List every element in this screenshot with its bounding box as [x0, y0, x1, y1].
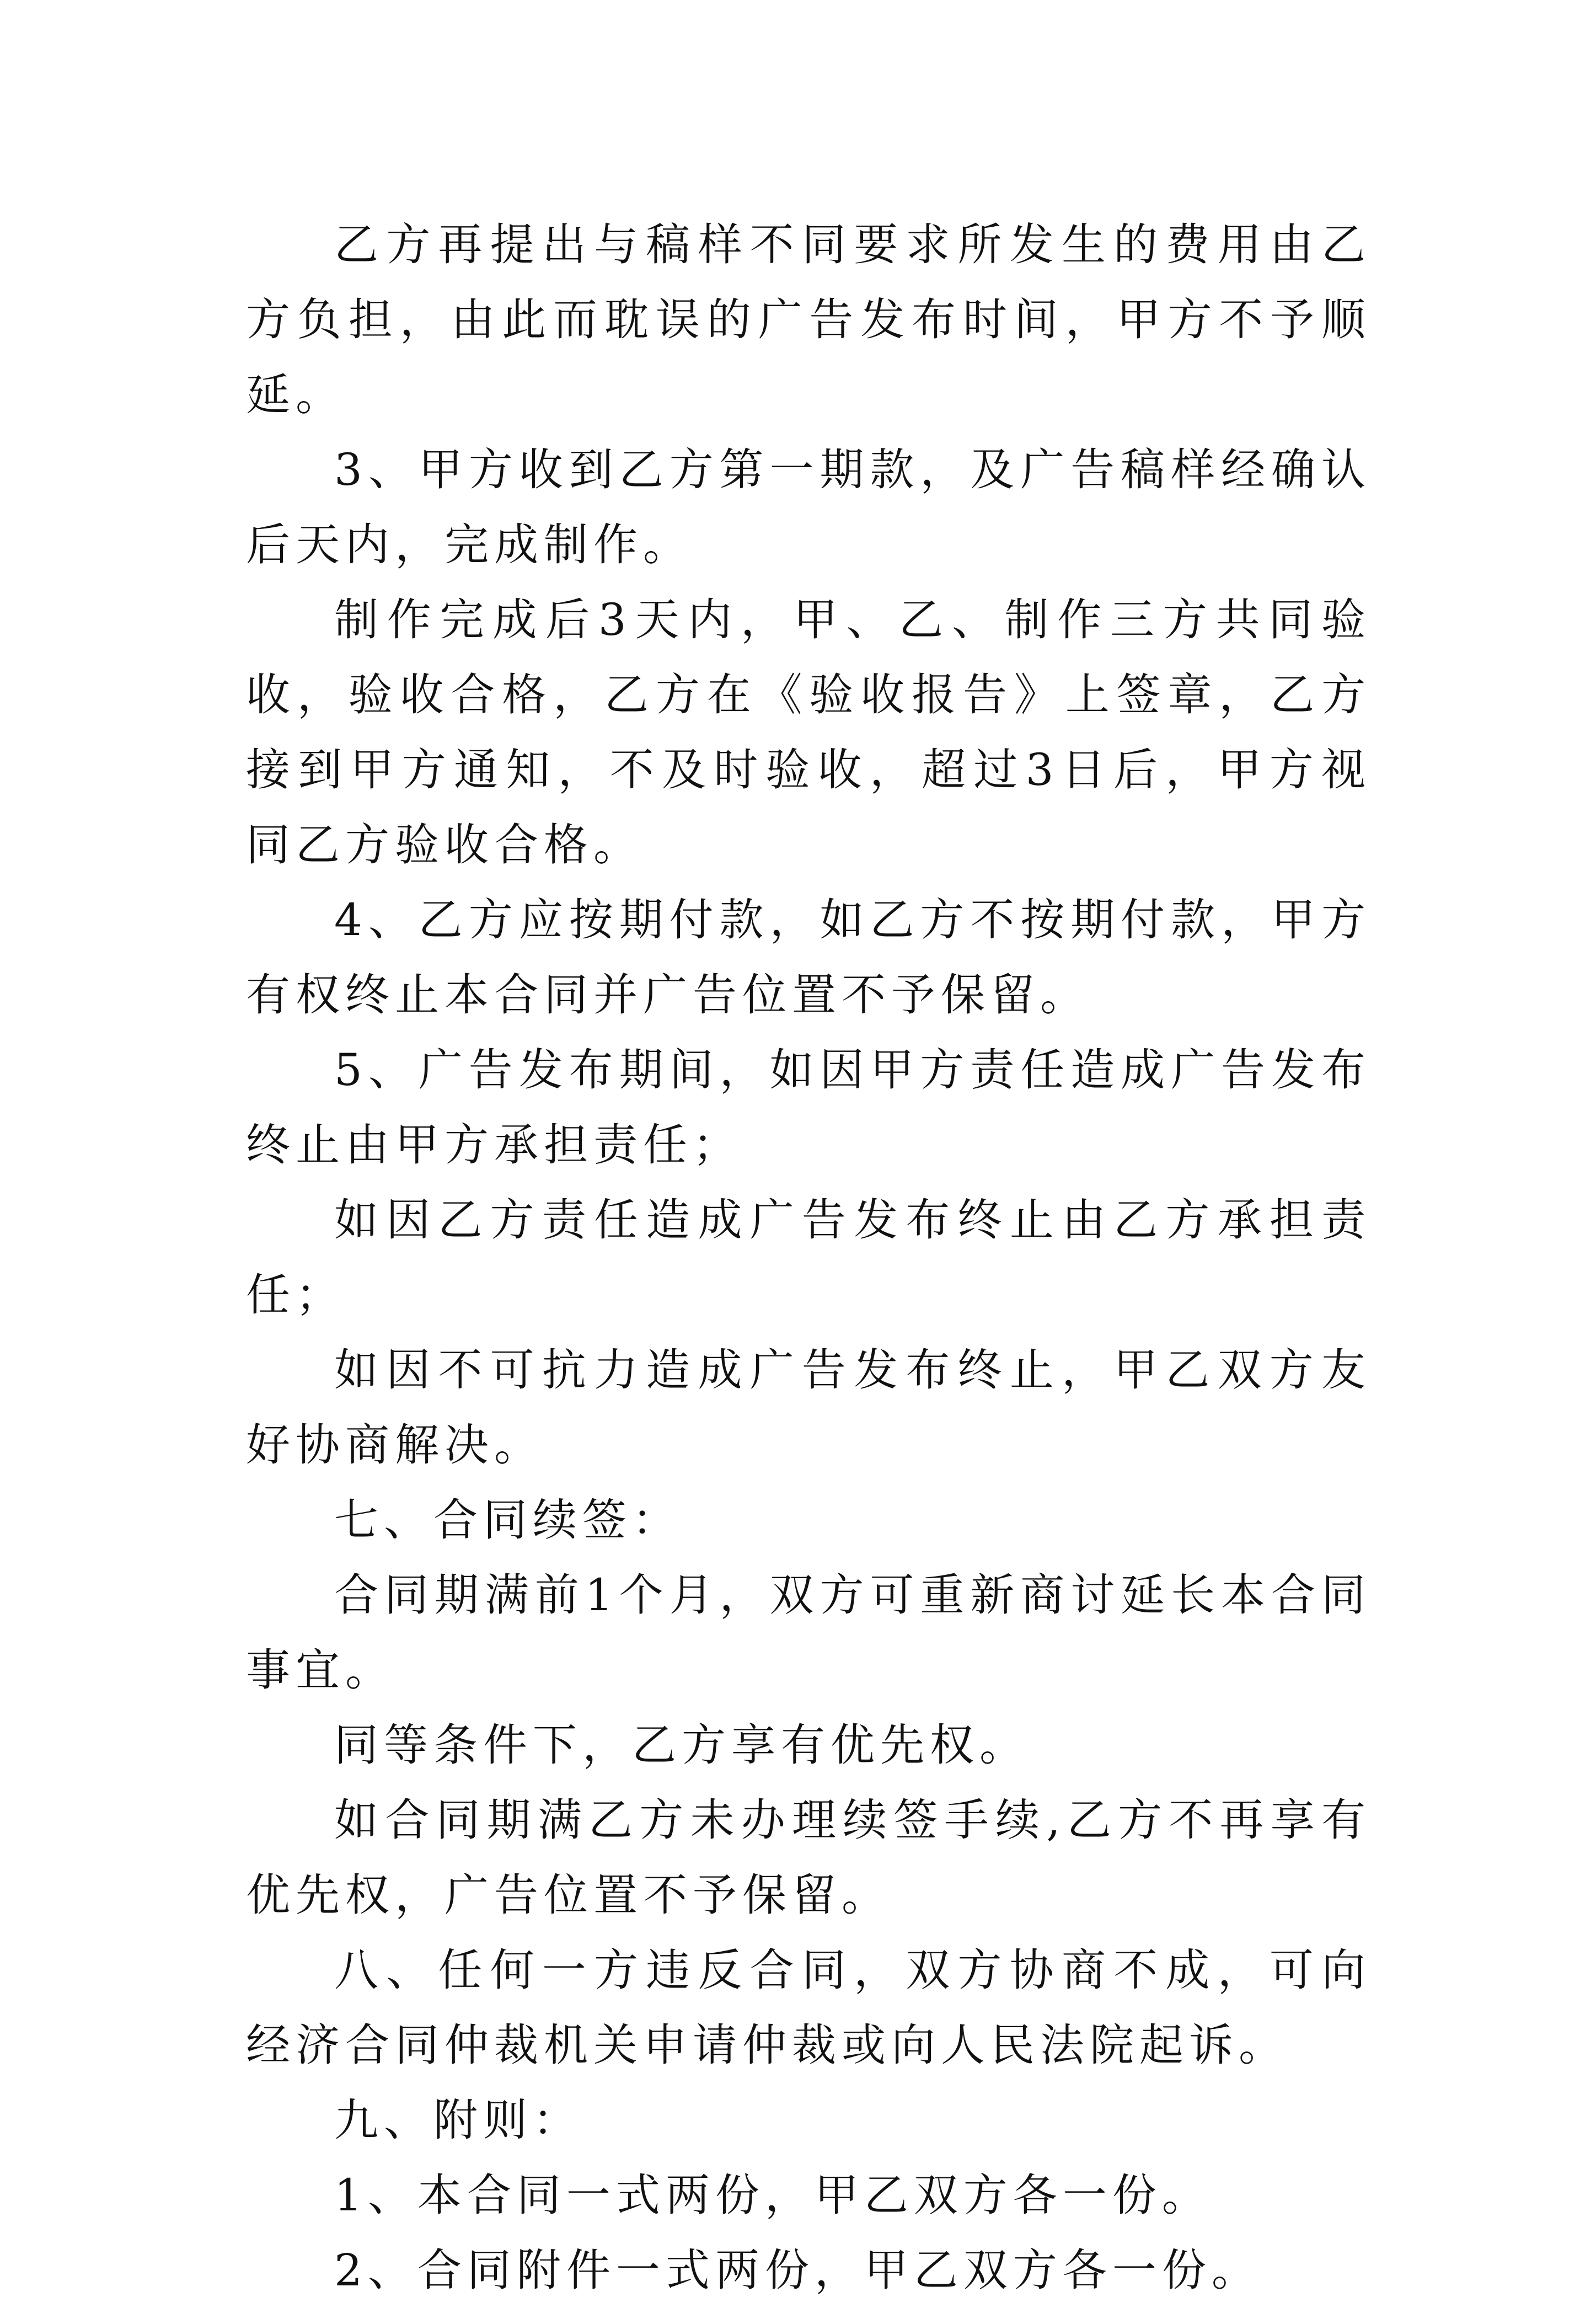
section-heading: 七、合同续签：	[334, 1494, 682, 1546]
paragraph: 2、合同附件一式两份，甲乙双方各一份。	[334, 2245, 1261, 2296]
paragraph: 如因乙方责任造成广告发布终止由乙方承担责任；	[246, 1194, 1371, 1321]
paragraph: 1、本合同一式两份，甲乙双方各一份。	[334, 2170, 1212, 2221]
paragraph: 如因不可抗力造成广告发布终止，甲乙双方友好协商解决。	[246, 1344, 1371, 1471]
paragraph: 如合同期满乙方未办理续签手续,乙方不再享有优先权，广告位置不予保留。	[246, 1794, 1371, 1921]
paragraph: 乙方再提出与稿样不同要求所发生的费用由乙方负担，由此而耽误的广告发布时间，甲方不予顺延。	[246, 219, 1371, 420]
section-heading: 九、附则：	[334, 2095, 582, 2146]
paragraph: 5、广告发布期间，如因甲方责任造成广告发布终止由甲方承担责任；	[246, 1044, 1371, 1171]
paragraph: 3、甲方收到乙方第一期款，及广告稿样经确认后天内，完成制作。	[246, 444, 1371, 570]
paragraph: 合同期满前1个月，双方可重新商讨延长本合同事宜。	[246, 1569, 1371, 1696]
paragraph: 同等条件下，乙方享有优先权。	[334, 1719, 1029, 1771]
document-body	[246, 207, 1371, 2308]
section-heading: 八、任何一方违反合同，双方协商不成，可向经济合同仲裁机关申请仲裁或向人民法院起诉。	[246, 1944, 1371, 2071]
paragraph: 制作完成后3天内，甲、乙、制作三方共同验收，验收合格，乙方在《验收报告》上签章，乙方接到甲方通知，不及时验收，超过3日后，甲方视同乙方验收合格。	[246, 594, 1371, 870]
paragraph: 4、乙方应按期付款，如乙方不按期付款，甲方有权终止本合同并广告位置不予保留。	[246, 894, 1371, 1021]
